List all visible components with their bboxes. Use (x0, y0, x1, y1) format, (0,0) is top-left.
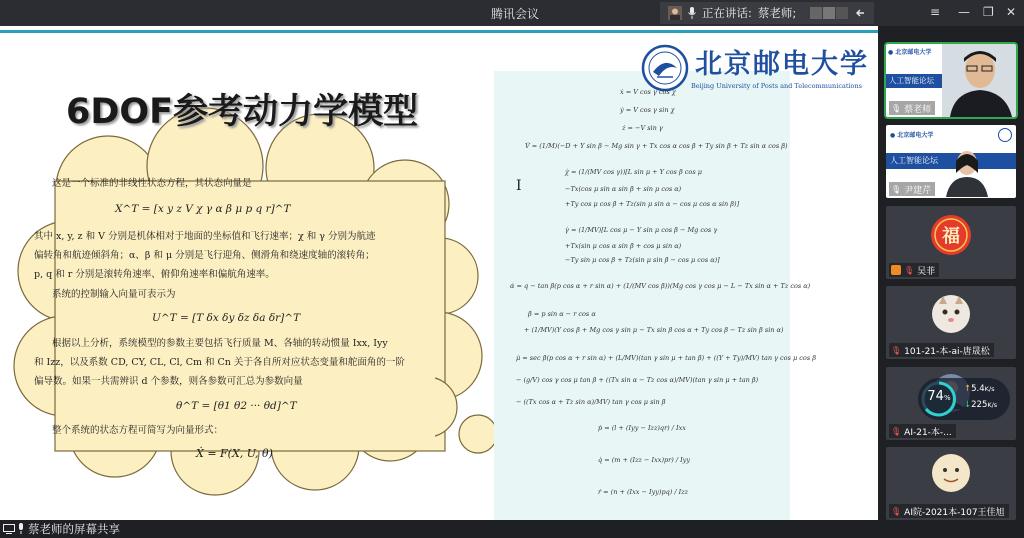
mic-muted-icon: 🎙 (891, 345, 902, 355)
screen-share-label: 蔡老师的屏幕共享 (28, 522, 120, 536)
collapse-arrow-icon[interactable] (854, 7, 866, 19)
eq-v-dot: V̇ = (1/M)(−D + Y sin β − Mg sin γ + Tx cos α cos β + Ty sin β + Tz sin α cos β) (525, 142, 788, 150)
eq-chi-dot-1: χ̇ = (1/(MV cos γ))[L sin μ + Y cos β cos μ (565, 168, 702, 176)
university-name: 北京邮电大学 (695, 49, 869, 80)
eq-r-dot: ṙ = (n + (Ixx − Iyy)pq) / Izz (598, 488, 689, 496)
text-cursor: I (516, 178, 522, 194)
paragraph-params-1: 根据以上分析，系统模型的参数主要包括飞行质量 M、各轴的转动惯量 Ixx, Iyy (52, 338, 388, 349)
eq-q-dot: q̇ = (m + (Izz − Ixx)pr) / Iyy (598, 456, 691, 464)
app-title: 腾讯会议 (491, 7, 540, 21)
speaker-avatar-icon (668, 6, 682, 20)
eq-beta-dot-1: β̇ = p sin α − r cos α (528, 310, 596, 318)
participant-name-label: 🎙 AI-21-本-... (889, 424, 956, 438)
mic-muted-icon: 🎙 (891, 506, 902, 516)
paragraph-intro: 这是一个标准的非线性状态方程，其状态向量是 (52, 178, 252, 189)
menu-button[interactable]: ≡ (930, 5, 941, 19)
participant-video-icon (942, 44, 1016, 117)
speaking-indicator (660, 2, 874, 24)
eq-gamma-dot-1: γ̇ = (1/MV)[L cos μ − Y sin μ cos β − Mg cos γ (565, 226, 718, 234)
university-english: Beijing University of Posts and Telecommunications (691, 82, 862, 90)
network-upload: ↑5.4K/s (964, 384, 995, 394)
paragraph-params-2: 和 Izz，以及系数 CD, CY, CL, Cl, Cm 和 Cn 关于各自所对应状态变量和舵面角的一阶 (34, 357, 405, 368)
eq-chi-dot-3: +Ty cos μ cos β + Tz(sin μ sin α − cos μ cos α sin β)] (565, 200, 740, 208)
mic-icon: 🎙 (891, 184, 902, 194)
screen-share-icon (3, 524, 15, 534)
participant-name-label: 🎙 101-21-本-ai-唐晟松 (889, 343, 994, 357)
forum-banner: ● 北京邮电大学 人工智能论坛 (886, 125, 1016, 198)
participant-name-label: 🎙 吴菲 (889, 263, 939, 277)
participant-name-label: 🎙 尹建芹 (889, 182, 935, 196)
participant-name-label: 🎙 蔡老师 (889, 101, 935, 115)
minimize-button[interactable]: — (958, 5, 970, 19)
fu-avatar-icon (930, 214, 972, 256)
participant-tile-cai[interactable] (886, 44, 1016, 117)
eq-z-dot: ż = −V sin γ (622, 124, 663, 132)
participant-tile-wang[interactable] (886, 447, 1016, 520)
speaker-thumbnails (810, 7, 848, 19)
equation-state-vector: X^T = [x y z V χ γ α β μ p q r]^T (115, 203, 291, 215)
cartoon-avatar-icon (931, 453, 971, 493)
participant-tile-tang[interactable] (886, 286, 1016, 359)
mic-muted-icon: 🎙 (891, 426, 902, 436)
eq-gamma-dot-2: +Tx(sin μ cos α sin β + cos μ sin α) (565, 242, 682, 250)
network-overlay (918, 378, 1010, 420)
participant-sidebar (878, 26, 1024, 520)
cat-avatar-icon (931, 294, 971, 334)
paragraph-compact: 整个系统的状态方程可简写为向量形式： (52, 425, 224, 436)
eq-mu-dot-3: − ((Tx cos α + Tz sin α)/MV) tan γ cos μ sin β (516, 398, 666, 406)
svg-text:福: 福 (942, 226, 960, 247)
eq-chi-dot-2: −Tx(cos μ sin α sin β + sin μ cos α) (565, 185, 682, 193)
eq-mu-dot-2: − (g/V) cos γ cos μ tan β + ((Tx sin α − Tz cos α)/MV)(tan γ sin μ + tan β) (516, 376, 759, 384)
mic-icon (17, 523, 25, 534)
participant-name-label: 🎙 AI院-2021本-107王佳旭 (889, 504, 1009, 518)
eq-gamma-dot-3: −Ty sin μ cos β + Tz(sin μ sin β − cos μ cos α)] (565, 256, 720, 264)
speaking-name: 蔡老师; (757, 6, 797, 20)
slide-title: 6DOF参考动力学模型 (66, 92, 419, 132)
network-download: ↓225K/s (964, 400, 998, 410)
paragraph-control: 系统的控制输入向量可表示为 (52, 289, 176, 300)
title-bar (0, 0, 1024, 26)
close-button[interactable]: ✕ (1006, 5, 1017, 19)
paragraph-states-2: 偏转角和航迹倾斜角；α、β 和 μ 分别是飞行迎角、侧滑角和绕速度轴的滚转角； (34, 250, 375, 261)
equation-control-vector: U^T = [T δx δy δz δa δr]^T (152, 312, 301, 324)
restore-button[interactable]: ❐ (983, 5, 994, 19)
eq-alpha-dot: α̇ = q − tan β(p cos α + r sin α) + (1/(MV cos β))(Mg cos γ cos μ − L − Tx sin α + Tz cos α) (510, 282, 811, 290)
forum-banner: ● 北京邮电大学 人工智能论坛 (886, 44, 942, 117)
paragraph-states-1: 其中 x, y, z 和 V 分别是机体相对于地面的坐标值和飞行速率；χ 和 γ 分别为航迹 (34, 231, 376, 242)
paragraph-states-3: p, q 和 r 分别是滚转角速率、俯仰角速率和偏航角速率。 (34, 269, 275, 280)
bupt-emblem-icon (641, 44, 689, 92)
mic-icon: 🎙 (891, 103, 902, 113)
hand-raise-icon (891, 265, 901, 275)
eq-beta-dot-2: + (1/MV)(Y cos β + Mg cos γ sin μ − Tx sin β cos α + Ty cos β − Tz sin β sin α) (524, 326, 784, 334)
equation-compact-form: Ẋ = F(X, U, θ) (196, 447, 273, 460)
participant-tile-wufei[interactable] (886, 206, 1016, 279)
university-logo (641, 42, 876, 98)
eq-y-dot: ẏ = V cos γ sin χ (620, 106, 675, 114)
eq-mu-dot-1: μ̇ = sec β(p cos α + r sin α) + (L/MV)(tan γ sin μ + tan β) + ((Y + Ty)/MV) tan γ cos μ cos β (516, 354, 816, 362)
mic-icon (688, 7, 696, 19)
equation-param-vector: θ^T = [θ1 θ2 ··· θd]^T (176, 400, 297, 412)
participant-tile-ai21[interactable] (886, 367, 1016, 440)
network-percent: 74% (927, 389, 951, 404)
participant-video-icon (942, 147, 992, 197)
participant-tile-yin[interactable] (886, 125, 1016, 198)
paragraph-params-3: 偏导数。如果一共需辨识 d 个参数，则各参数可汇总为参数向量 (34, 376, 303, 387)
speaking-prefix: 正在讲话: (702, 6, 752, 20)
shared-screen (0, 26, 878, 520)
bottom-bar (0, 520, 1024, 538)
eq-p-dot: ṗ = (l + (Iyy − Izz)qr) / Ixx (598, 424, 686, 432)
equation-panel (494, 71, 790, 520)
eq-x-dot: ẋ = V cos γ cos χ (620, 88, 676, 96)
mic-muted-icon: 🎙 (904, 265, 915, 275)
